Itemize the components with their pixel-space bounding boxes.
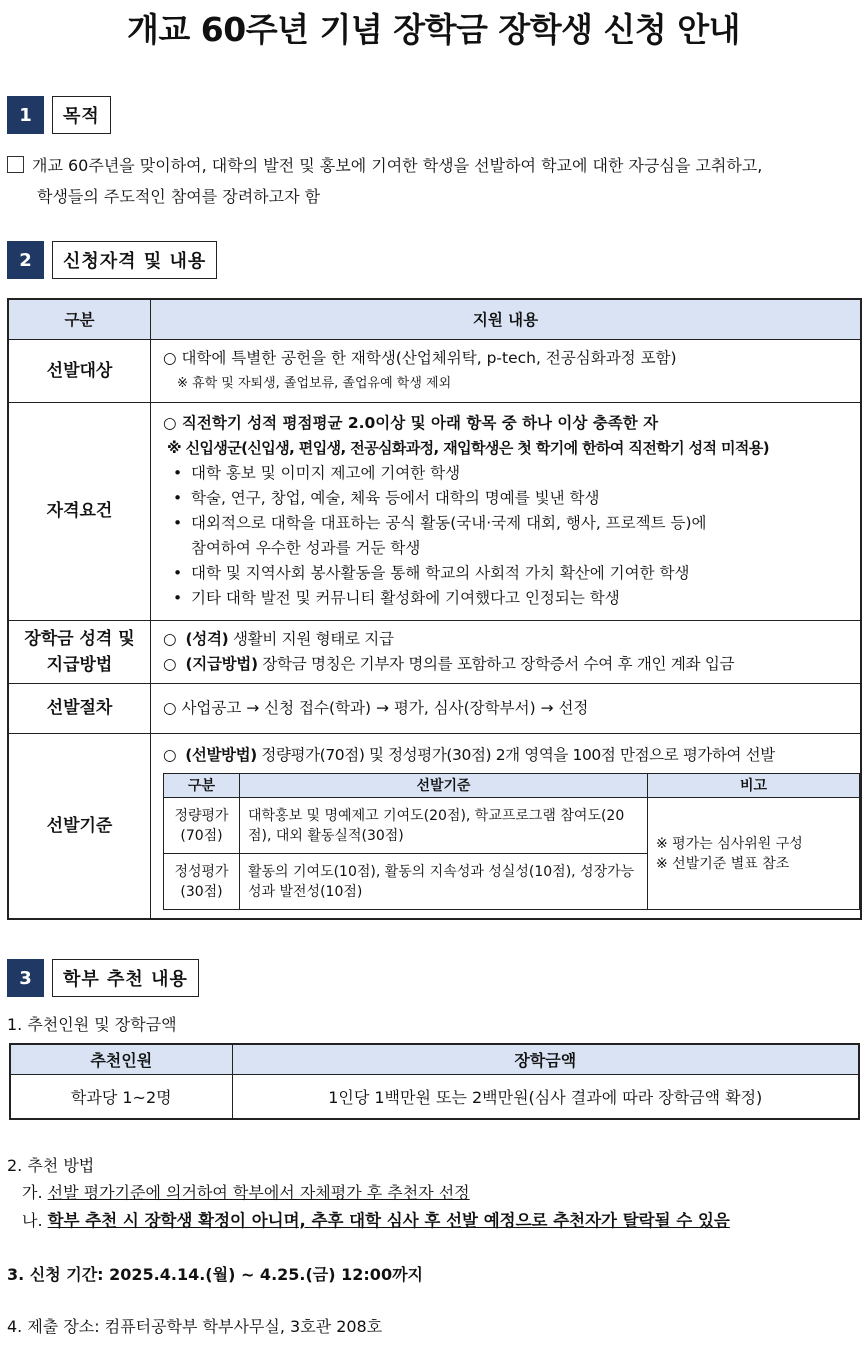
payment-label-nature: (성격)	[185, 629, 229, 648]
section-3-number: 3	[7, 959, 44, 997]
eligibility-main: ○ 직전학기 성적 평점평균 2.0이상 및 아래 항목 중 하나 이상 충족한 자	[163, 414, 659, 432]
method-b-text: 학부 추천 시 장학생 확정이 아니며, 추후 대학 심사 후 선발 예정으로 추천자가 탈락될 수 있음	[47, 1211, 730, 1230]
sub-row-label-1: 정성평가	[174, 863, 229, 880]
remark-line-2: ※ 선발기준 별표 참조	[656, 855, 790, 872]
sub-header-criteria: 선발기준	[240, 774, 648, 798]
row-category-criteria: 선발기준	[8, 733, 151, 919]
payment-label-method: (지급방법)	[185, 654, 258, 673]
rec-cell-count: 학과당 1~2명	[10, 1074, 232, 1119]
sub-row-desc: 활동의 기여도(10점), 활동의 지속성과 성실성(10점), 성장가능성과 발전성(10점)	[240, 854, 648, 910]
section-3-label: 학부 추천 내용	[52, 959, 199, 997]
row-category-eligibility: 자격요건	[8, 402, 151, 620]
recommend-method-a	[22, 1180, 470, 1206]
method-a-text: 선발 평가기준에 의거하여 학부에서 자체평가 후 추천자 선정	[47, 1183, 470, 1202]
section-1-number: 1	[7, 96, 44, 134]
list-item: • 기타 대학 발전 및 커뮤니티 활성화에 기여했다고 인정되는 학생	[173, 586, 850, 611]
criteria-text: 정량평가(70점) 및 정성평가(30점) 2개 영역을 100점 만점으로 평가하여 선발	[256, 746, 775, 765]
list-item	[173, 511, 850, 561]
method-a-prefix: 가.	[22, 1183, 48, 1202]
recommend-method-b	[22, 1208, 730, 1234]
sub-header-category: 구분	[164, 774, 240, 798]
payment-text-method: 장학금 명칭은 기부자 명의를 포함하고 장학증서 수여 후 개인 계좌 입금	[257, 654, 735, 673]
sub-row-label	[164, 854, 240, 910]
criteria-line: ○ (선발방법) 정량평가(70점) 및 정성평가(30점) 2개 영역을 100점 만점으로 평가하여 선발	[163, 746, 775, 765]
row-category-payment	[8, 620, 151, 683]
row-category-target: 선발대상	[8, 339, 151, 402]
row-content-procedure: ○ 사업공고 → 신청 접수(학과) → 평가, 심사(장학부서) → 선정	[151, 683, 862, 733]
sub-row-label-2: (70점)	[180, 827, 223, 844]
sub-row-remark	[648, 798, 860, 910]
section-2-number: 2	[7, 241, 44, 279]
table-row	[8, 402, 861, 620]
table-row	[8, 733, 861, 919]
rec-cell-amount: 1인당 1백만원 또는 2백만원(심사 결과에 따라 장학금액 확정)	[232, 1074, 859, 1119]
recommend-count-heading: 1. 추천인원 및 장학금액	[7, 1015, 177, 1034]
row-content-eligibility	[151, 402, 862, 620]
criteria-label: (선발방법)	[185, 746, 257, 765]
target-note: ※ 휴학 및 자퇴생, 졸업보류, 졸업유예 학생 제외	[177, 375, 452, 391]
sub-row-desc: 대학홍보 및 명예제고 기여도(20점), 학교프로그램 참여도(20점), 대외 활동실적(30점)	[240, 798, 648, 854]
sub-row-label-1: 정량평가	[174, 807, 229, 824]
list-item-text-cont: 참여하여 우수한 성과를 거둔 학생	[191, 539, 421, 557]
criteria-subtable	[163, 773, 860, 910]
row-content-target	[151, 339, 862, 402]
table-row	[8, 339, 861, 402]
submission-place: 4. 제출 장소: 컴퓨터공학부 학부사무실, 3호관 208호	[7, 1317, 383, 1336]
table-row	[8, 620, 861, 683]
payment-line-2: ○ (지급방법) 장학금 명칭은 기부자 명의를 포함하고 장학증서 수여 후 개인 계좌 입금	[163, 654, 735, 673]
section-2-label: 신청자격 및 내용	[52, 241, 217, 279]
recommend-method-heading: 2. 추천 방법	[7, 1156, 95, 1175]
list-item: • 대학 홍보 및 이미지 제고에 기여한 학생	[173, 461, 850, 486]
page-title: 개교 60주년 기념 장학금 장학생 신청 안내	[127, 10, 740, 49]
table-row	[8, 683, 861, 733]
payment-cat-line-1: 장학금 성격 및	[24, 628, 135, 649]
checkbox-icon	[7, 156, 24, 173]
remark-line-1: ※ 평가는 심사위원 구성	[656, 835, 803, 852]
row-category-procedure: 선발절차	[8, 683, 151, 733]
table-row	[10, 1074, 859, 1119]
row-content-payment	[151, 620, 862, 683]
purpose-text	[7, 150, 857, 212]
section-2-header	[7, 240, 217, 280]
eligibility-table	[7, 298, 862, 920]
application-period: 3. 신청 기간: 2025.4.14.(월) ~ 4.25.(금) 12:00까지	[7, 1265, 423, 1284]
method-b-prefix: 나.	[22, 1211, 48, 1230]
eligibility-note: ※ 신입생군(신입생, 편입생, 전공심화과정, 재입학생은 첫 학기에 한하여 직전학기 성적 미적용)	[167, 439, 769, 457]
rec-header-count: 추천인원	[10, 1044, 232, 1074]
eligibility-bullets	[163, 461, 850, 611]
list-item-text: 대외적으로 대학을 대표하는 공식 활동(국내·국제 대회, 행사, 프로젝트 등)에	[191, 514, 707, 532]
list-item: • 대학 및 지역사회 봉사활동을 통해 학교의 사회적 가치 확산에 기여한 학생	[173, 561, 850, 586]
payment-cat-line-2: 지급방법	[46, 654, 113, 675]
section-1-label: 목적	[52, 96, 111, 134]
sub-header-remark: 비고	[648, 774, 860, 798]
payment-line-1: ○ (성격) 생활비 지원 형태로 지급	[163, 629, 394, 648]
table-row	[164, 798, 860, 854]
payment-text-nature: 생활비 지원 형태로 지급	[228, 629, 394, 648]
rec-header-amount: 장학금액	[232, 1044, 859, 1074]
table-header-content: 지원 내용	[151, 299, 862, 339]
table-header-category: 구분	[8, 299, 151, 339]
section-1-header	[7, 95, 111, 135]
purpose-line-1: 개교 60주년을 맞이하여, 대학의 발전 및 홍보에 기여한 학생을 선발하여 학교에 대한 자긍심을 고취하고,	[32, 156, 763, 175]
target-line: ○ 대학에 특별한 공헌을 한 재학생(산업체위탁, p-tech, 전공심화과정 포함)	[163, 348, 677, 367]
sub-row-label-2: (30점)	[180, 883, 223, 900]
row-content-criteria	[151, 733, 862, 919]
recommend-table	[9, 1043, 860, 1120]
sub-row-label	[164, 798, 240, 854]
section-3-header	[7, 958, 199, 998]
purpose-line-2: 학생들의 주도적인 참여를 장려하고자 함	[37, 187, 321, 206]
list-item: • 학술, 연구, 창업, 예술, 체육 등에서 대학의 명예를 빛낸 학생	[173, 486, 850, 511]
